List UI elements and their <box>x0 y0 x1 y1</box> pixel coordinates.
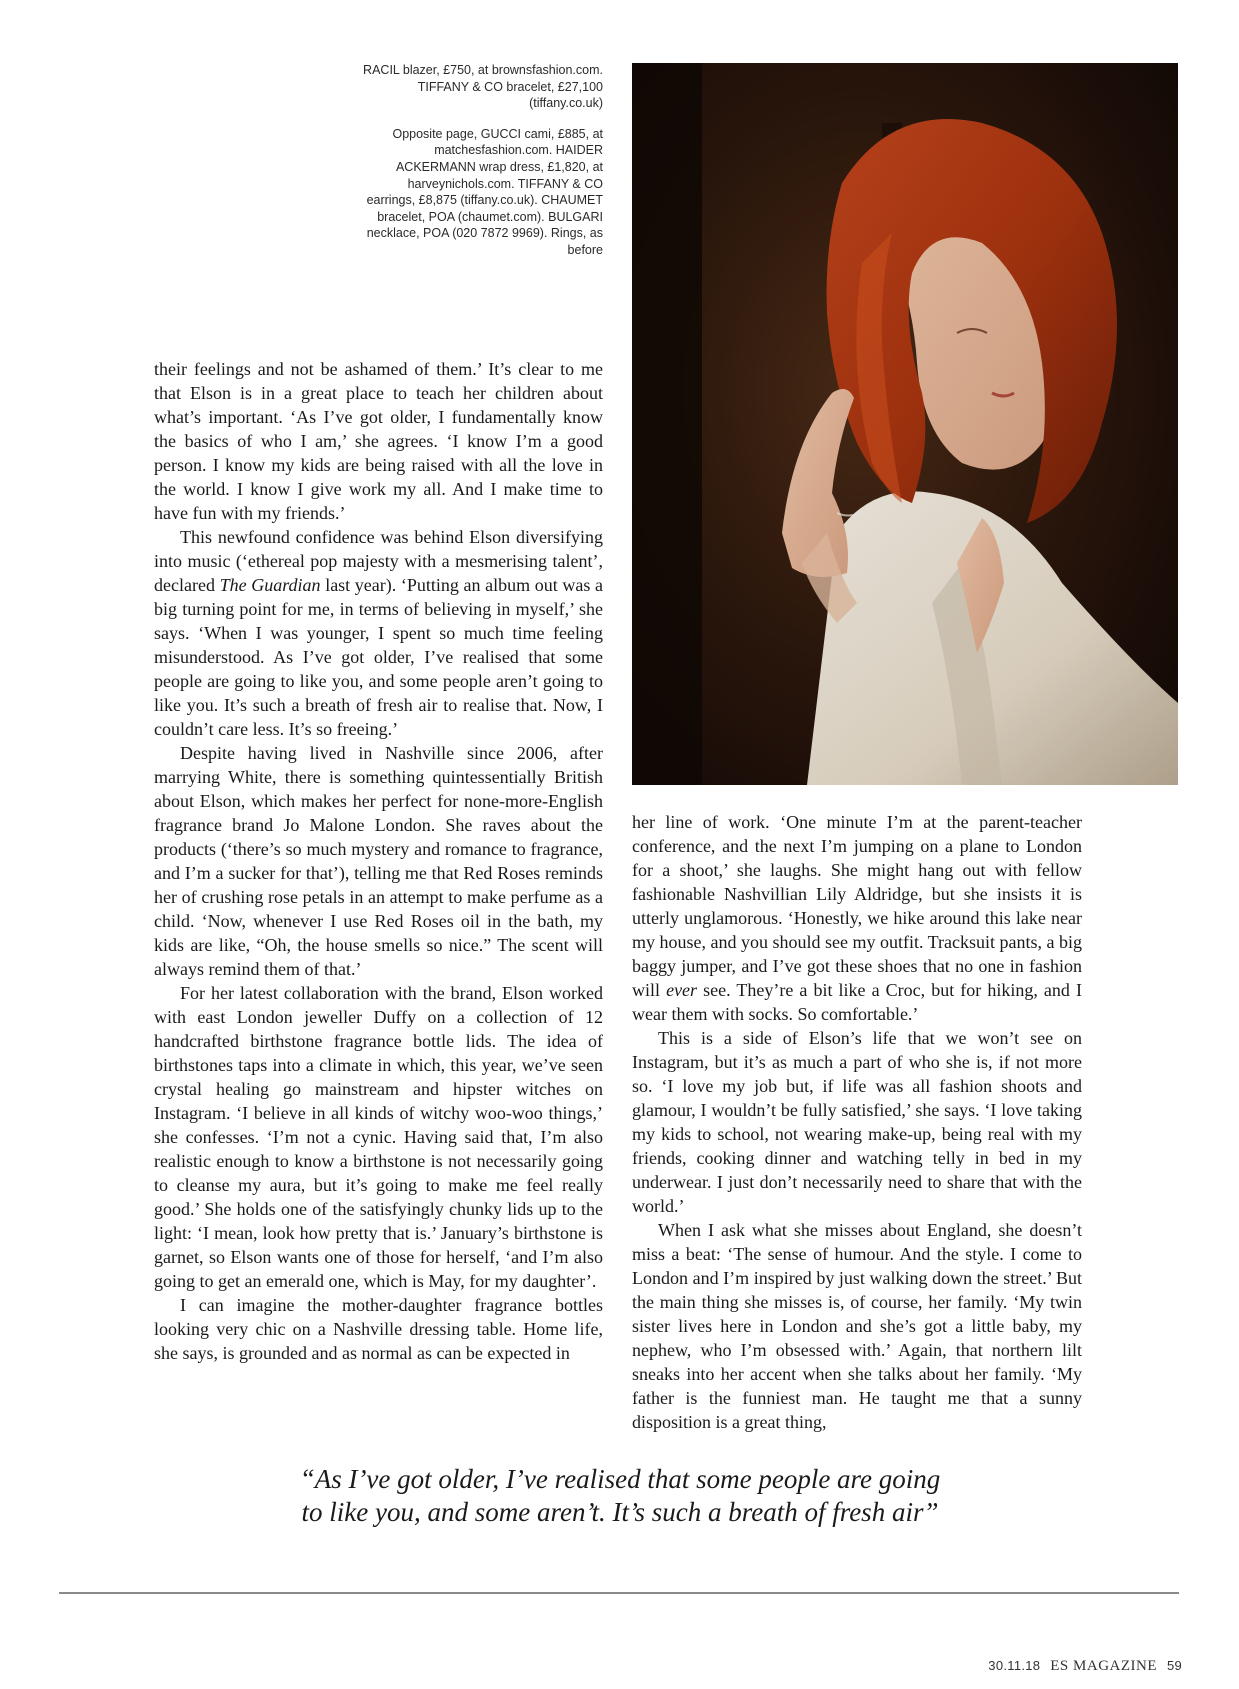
page-number: 59 <box>1166 1658 1182 1673</box>
magazine-name: ES MAGAZINE <box>1050 1658 1158 1674</box>
photo-caption <box>360 62 603 273</box>
paragraph: When I ask what she misses about England, she doesn’t miss a beat: ‘The sense of humour. And the style. I come to London and I’m inspired by just walking down the street.’ But the main thing she misses is, of course, her family. ‘My twin sister lives here in London and she’s got a little baby, my nephew, who I’m obsessed with.’ Again, that northern lilt sneaks into her accent when she talks about her family. ‘My father is the funniest man. He taught me that a sunny disposition is a great thing, <box>632 1220 1082 1432</box>
article-column-left <box>154 357 603 1365</box>
paragraph: I can imagine the mother-daughter fragrance bottles looking very chic on a Nashville dressing table. Home life, she says, is grounded and as normal as can be expected in <box>154 1295 603 1363</box>
paragraph: Despite having lived in Nashville since 2006, after marrying White, there is something quintessentially British about Elson, which makes her perfect for none-more-English fragrance brand Jo Malone London. She raves about the products (‘there’s so much mystery and romance to fragrance, and I’m a sucker for that’), telling me that Red Roses reminds her of crushing rose petals in an attempt to make perfume as a child. ‘Now, whenever I use Red Roses oil in the bath, my kids are like, “Oh, the house smells so nice.” The scent will always remind them of that.’ <box>154 743 603 979</box>
paragraph: This is a side of Elson’s life that we won’t see on Instagram, but it’s as much a part of who she is, if not more so. ‘I love my job but, if life was all fashion shoots and glamour, I wouldn’t be fully satisfied,’ she says. ‘I love taking my kids to school, not wearing make-up, being real with my friends, cooking dinner and watching telly in bed in my underwear. I just don’t necessarily need to share that with the world.’ <box>632 1028 1082 1216</box>
pull-quote-line: to like you, and some aren’t. It’s such a breath of fresh air” <box>301 1497 939 1527</box>
pull-quote <box>170 1463 1070 1529</box>
paragraph: For her latest collaboration with the brand, Elson worked with east London jeweller Duffy on a collection of 12 handcrafted birthstone fragrance bottle lids. The idea of birthstones taps into a climate in which, this year, we’ve seen crystal healing go mainstream and hipster witches on Instagram. ‘I believe in all kinds of witchy woo-woo things,’ she confesses. ‘I’m not a cynic. Having said that, I’m also realistic enough to know a birthstone is not necessarily going to cleanse my aura, but it’s going to make me feel really good.’ She holds one of the satisfyingly chunky lids up to the light: ‘I mean, look how pretty that is.’ January’s birthstone is garnet, so Elson wants one of those for herself, ‘and I’m also going to get an emerald one, which is May, for my daughter’. <box>154 983 603 1291</box>
issue-date: 30.11.18 <box>988 1658 1041 1673</box>
publication-name: The Guardian <box>219 575 321 595</box>
paragraph: This newfound confidence was behind Elson diversifying into music (‘ethereal pop majesty with a mesmerising talent’, declared The Guardian last year). ‘Putting an album out was a big turning point for me, in terms of believing in myself,’ she says. ‘When I was younger, I spent so much time feeling misunderstood. As I’ve got older, I’ve realised that some people are going to like you, and some people aren’t going to like you. It’s such a breath of fresh air to realise that. Now, I couldn’t care less. It’s so freeing.’ <box>154 527 604 739</box>
footer-divider <box>59 1592 1179 1594</box>
portrait-photo <box>632 63 1178 785</box>
paragraph: their feelings and not be ashamed of them.’ It’s clear to me that Elson is in a great place to teach her children about what’s important. ‘As I’ve got older, I fundamentally know the basics of who I am,’ she agrees. ‘I know I’m a good person. I know my kids are being raised with all the love in the world. I know I give work my all. And I make time to have fun with my friends.’ <box>154 359 603 523</box>
caption-credits: RACIL blazer, £750, at brownsfashion.com. TIFFANY & CO bracelet, £27,100 (tiffany.co.uk) <box>363 63 603 111</box>
page-folio <box>982 1658 1182 1675</box>
paragraph: her line of work. ‘One minute I’m at the parent-teacher conference, and the next I’m jumping on a plane to London for a shoot,’ she laughs. She might hang out with fellow fashionable Nashvillian Lily Aldridge, but she insists it is utterly unglamorous. ‘Honestly, we hike around this lake near my house, and you should see my outfit. Tracksuit pants, a big baggy jumper, and I’ve got these shoes that no one in fashion will ever see. They’re a bit like a Croc, but for hiking, and I wear them with socks. So comfortable.’ <box>632 812 1082 1024</box>
emphasis: ever <box>666 980 698 1000</box>
pull-quote-line: “As I’ve got older, I’ve realised that some people are going <box>299 1464 941 1494</box>
caption-opposite-page-credits: Opposite page, GUCCI cami, £885, at matchesfashion.com. HAIDER ACKERMANN wrap dress, £1,820, at harveynichols.com. TIFFANY & CO earrings, £8,875 (tiffany.co.uk). CHAUMET bracelet, POA (chaumet.com). BULGARI necklace, POA (020 7872 9969). Rings, as before <box>366 126 603 257</box>
article-column-right <box>632 810 1082 1434</box>
